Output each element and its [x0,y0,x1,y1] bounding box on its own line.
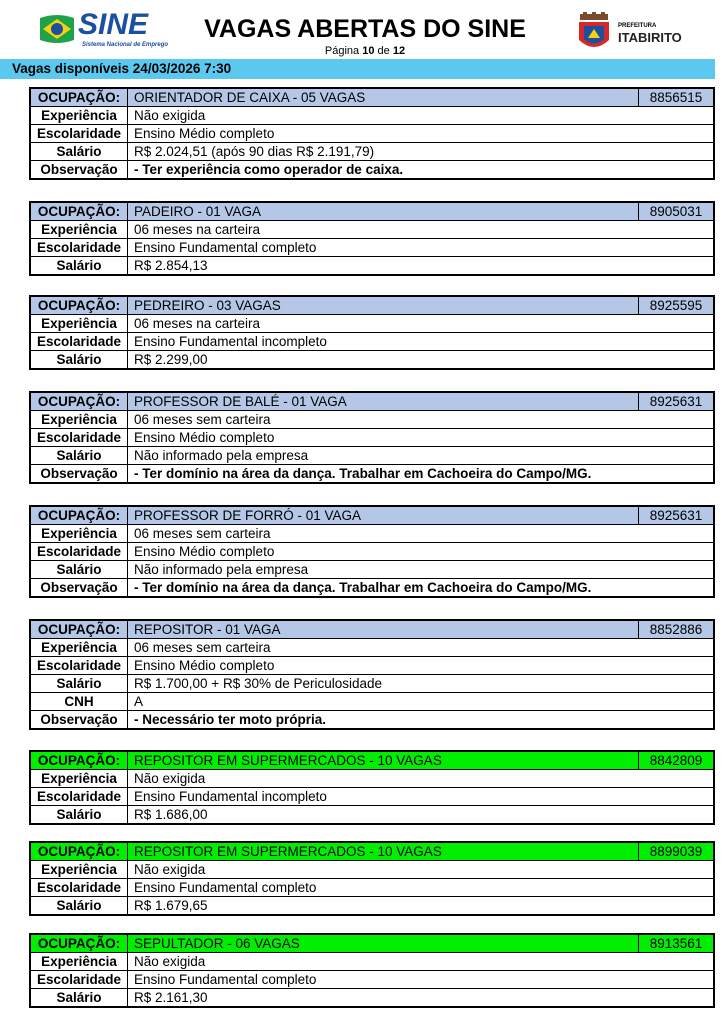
job-listing [29,505,715,598]
experience-label: Experiência [30,221,128,239]
occupation-title: ORIENTADOR DE CAIXA - 05 VAGAS [128,88,639,107]
salary-value: Não informado pela empresa [128,447,715,465]
occupation-title: PROFESSOR DE FORRÓ - 01 VAGA [128,506,639,525]
job-listing [29,201,715,276]
salary-label: Salário [30,257,128,276]
observation-label: Observação [30,579,128,598]
salary-value: R$ 2.299,00 [128,351,715,370]
job-listing [29,87,715,180]
education-value: Ensino Médio completo [128,125,715,143]
experience-label: Experiência [30,315,128,333]
job-code: 8856515 [639,88,715,107]
education-value: Ensino Fundamental completo [128,971,715,989]
education-label: Escolaridade [30,239,128,257]
education-label: Escolaridade [30,971,128,989]
education-label: Escolaridade [30,788,128,806]
education-label: Escolaridade [30,125,128,143]
job-code: 8899039 [639,842,715,861]
page-sep: de [377,45,390,57]
occupation-title: PEDREIRO - 03 VAGAS [128,296,639,315]
occupation-label: OCUPAÇÃO: [30,392,128,411]
education-value: Ensino Fundamental incompleto [128,333,715,351]
occupation-label: OCUPAÇÃO: [30,620,128,639]
experience-value: 06 meses sem carteira [128,525,715,543]
page-current: 10 [362,45,375,57]
observation-label: Observação [30,465,128,484]
observation-value: - Ter experiência como operador de caixa. [128,161,715,180]
city-crest-icon [574,12,614,54]
experience-label: Experiência [30,861,128,879]
job-code: 8925631 [639,506,715,525]
salary-value: Não informado pela empresa [128,561,715,579]
education-value: Ensino Médio completo [128,657,715,675]
page-title: VAGAS ABERTAS DO SINE [204,15,526,43]
education-label: Escolaridade [30,429,128,447]
experience-label: Experiência [30,953,128,971]
salary-value: R$ 1.700,00 + R$ 30% de Periculosidade [128,675,715,693]
salary-label: Salário [30,143,128,161]
salary-value: R$ 1.686,00 [128,806,715,825]
sine-logo [38,8,169,52]
experience-label: Experiência [30,770,128,788]
occupation-title: REPOSITOR - 01 VAGA [128,620,639,639]
salary-label: Salário [30,561,128,579]
education-value: Ensino Fundamental completo [128,879,715,897]
cnh-value: A [128,693,715,711]
prefeitura-logo [574,12,694,54]
observation-value: - Necessário ter moto própria. [128,711,715,730]
occupation-label: OCUPAÇÃO: [30,751,128,770]
city-name: ITABIRITO [618,30,682,45]
experience-value: Não exigida [128,861,715,879]
job-listing [29,750,715,825]
brazil-flag-icon [38,14,76,44]
experience-value: 06 meses sem carteira [128,639,715,657]
occupation-label: OCUPAÇÃO: [30,506,128,525]
job-code: 8852886 [639,620,715,639]
experience-value: 06 meses sem carteira [128,411,715,429]
salary-value: R$ 2.161,30 [128,989,715,1008]
experience-value: Não exigida [128,953,715,971]
experience-label: Experiência [30,525,128,543]
education-label: Escolaridade [30,543,128,561]
cnh-label: CNH [30,693,128,711]
salary-label: Salário [30,806,128,825]
page-total: 12 [392,45,406,57]
job-listing [29,295,715,370]
occupation-label: OCUPAÇÃO: [30,296,128,315]
salary-label: Salário [30,351,128,370]
occupation-label: OCUPAÇÃO: [30,202,128,221]
occupation-title: PROFESSOR DE BALÉ - 01 VAGA [128,392,639,411]
job-code: 8842809 [639,751,715,770]
availability-date: Vagas disponíveis 24/03/2026 7:30 [12,61,232,76]
sine-brand-subtitle: Sistema Nacional de Emprego [82,42,169,48]
job-listing [29,619,715,730]
salary-label: Salário [30,897,128,916]
education-value: Ensino Médio completo [128,543,715,561]
experience-value: 06 meses na carteira [128,315,715,333]
job-code: 8913561 [639,934,715,953]
observation-label: Observação [30,711,128,730]
experience-label: Experiência [30,411,128,429]
experience-value: 06 meses na carteira [128,221,715,239]
page-prefix: Página [324,45,360,57]
salary-label: Salário [30,447,128,465]
occupation-label: OCUPAÇÃO: [30,88,128,107]
salary-label: Salário [30,989,128,1008]
education-label: Escolaridade [30,879,128,897]
experience-label: Experiência [30,639,128,657]
job-code: 8925631 [639,392,715,411]
observation-value: - Ter domínio na área da dança. Trabalhar em Cachoeira do Campo/MG. [128,465,715,484]
occupation-title: REPOSITOR EM SUPERMERCADOS - 10 VAGAS [128,842,639,861]
observation-label: Observação [30,161,128,180]
salary-label: Salário [30,675,128,693]
salary-value: R$ 1.679,65 [128,897,715,916]
job-code: 8905031 [639,202,715,221]
experience-label: Experiência [30,107,128,125]
occupation-title: SEPULTADOR - 06 VAGAS [128,934,639,953]
date-bar [0,59,715,79]
page-number [200,45,530,57]
education-value: Ensino Fundamental incompleto [128,788,715,806]
occupation-label: OCUPAÇÃO: [30,934,128,953]
job-listing [29,391,715,484]
page-header [0,0,724,58]
experience-value: Não exigida [128,770,715,788]
sine-brand: SINE [78,8,149,41]
education-label: Escolaridade [30,657,128,675]
occupation-title: PADEIRO - 01 VAGA [128,202,639,221]
prefeitura-label: PREFEITURA [618,23,657,29]
job-listing [29,933,715,1008]
salary-value: R$ 2.024,51 (após 90 dias R$ 2.191,79) [128,143,715,161]
education-label: Escolaridade [30,333,128,351]
job-code: 8925595 [639,296,715,315]
salary-value: R$ 2.854,13 [128,257,715,276]
experience-value: Não exigida [128,107,715,125]
occupation-title: REPOSITOR EM SUPERMERCADOS - 10 VAGAS [128,751,639,770]
education-value: Ensino Médio completo [128,429,715,447]
occupation-label: OCUPAÇÃO: [30,842,128,861]
education-value: Ensino Fundamental completo [128,239,715,257]
observation-value: - Ter domínio na área da dança. Trabalhar em Cachoeira do Campo/MG. [128,579,715,598]
job-listing [29,841,715,916]
